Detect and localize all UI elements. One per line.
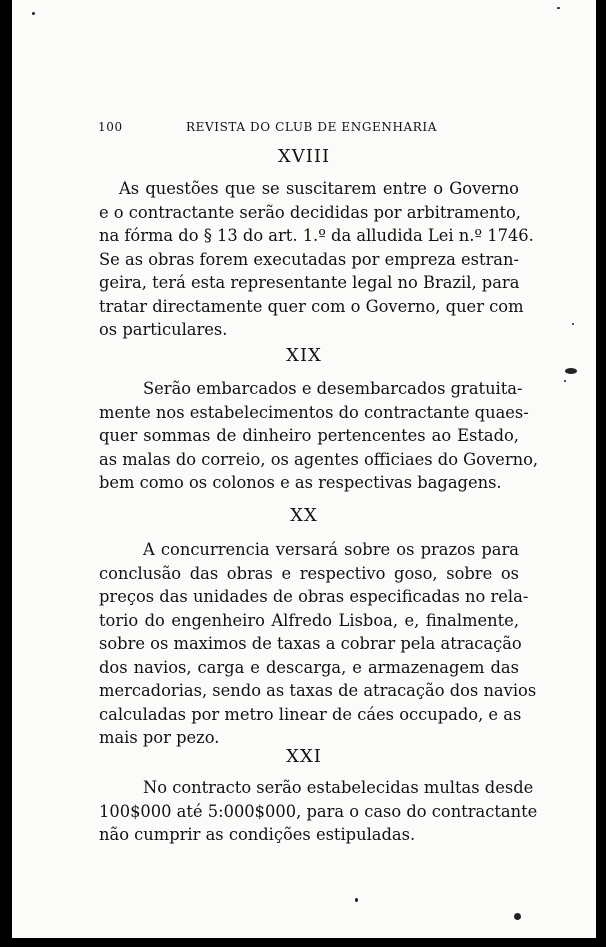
text-line: torio do engenheiro Alfredo Lisboa, e, finalmente, bbox=[99, 610, 519, 630]
scan-speck bbox=[565, 368, 577, 374]
text-line: mercadorias, sendo as taxas de atracação dos navios bbox=[99, 681, 537, 700]
text-line: os particulares. bbox=[99, 320, 228, 339]
text-line: No contracto serão estabelecidas multas desde bbox=[143, 778, 534, 797]
text-line: dos navios, carga e descarga, e armazenagem das bbox=[99, 657, 519, 677]
scan-speck bbox=[32, 12, 35, 15]
text-line: geira, terá esta representante legal no Brazil, para bbox=[99, 273, 520, 292]
section-body-xxi bbox=[99, 776, 538, 847]
text-line: calculadas por metro linear de cáes occupado, e as bbox=[99, 704, 522, 724]
text-line: A concurrencia versará sobre os prazos para bbox=[143, 540, 519, 559]
document-page bbox=[12, 0, 596, 938]
text-line: As questões que se suscitarem entre o Governo bbox=[119, 179, 519, 198]
section-body-xix bbox=[99, 377, 539, 495]
section-heading-xx: XX bbox=[290, 505, 318, 526]
scan-speck bbox=[572, 323, 574, 325]
text-line: bem como os colonos e as respectivas bagagens. bbox=[99, 473, 502, 492]
text-line: quer sommas de dinheiro pertencentes ao Estado, bbox=[99, 426, 519, 445]
section-heading-xxi: XXI bbox=[286, 746, 322, 767]
text-line: sobre os maximos de taxas a cobrar pela atracação bbox=[99, 634, 522, 653]
text-line: na fórma do § 13 do art. 1.º da alludida Lei n.º 1746. bbox=[99, 226, 534, 245]
text-line: mais por pezo. bbox=[99, 728, 220, 747]
scan-speck bbox=[564, 380, 566, 382]
text-line: preços das unidades de obras especificadas no rela- bbox=[99, 587, 529, 606]
text-line: Se as obras forem executadas por empreza estran- bbox=[99, 249, 519, 269]
section-body-xx bbox=[99, 538, 537, 750]
text-line: as malas do correio, os agentes officiaes do Governo, bbox=[99, 449, 539, 469]
text-line: e o contractante serão decididas por arbitramento, bbox=[99, 202, 521, 222]
page-number: 100 bbox=[98, 120, 123, 134]
section-body-xviii bbox=[99, 177, 534, 342]
text-line: mente nos estabelecimentos do contractante quaes- bbox=[99, 402, 529, 422]
section-heading-xviii: XVIII bbox=[277, 146, 331, 167]
scan-speck bbox=[355, 898, 358, 902]
running-title: REVISTA DO CLUB DE ENGENHARIA bbox=[186, 120, 438, 134]
text-line: Serão embarcados e desembarcados gratuita- bbox=[143, 379, 523, 398]
section-heading-xix: XIX bbox=[286, 345, 322, 366]
scan-speck bbox=[557, 7, 560, 9]
text-line: 100$000 até 5:000$000, para o caso do contractante bbox=[99, 801, 538, 821]
text-line: não cumprir as condições estipuladas. bbox=[99, 825, 416, 844]
page-header bbox=[98, 120, 518, 136]
text-line: tratar directamente quer com o Governo, quer com bbox=[99, 296, 524, 316]
scan-speck bbox=[514, 913, 521, 920]
text-line: conclusão das obras e respectivo goso, sobre os bbox=[99, 563, 519, 583]
